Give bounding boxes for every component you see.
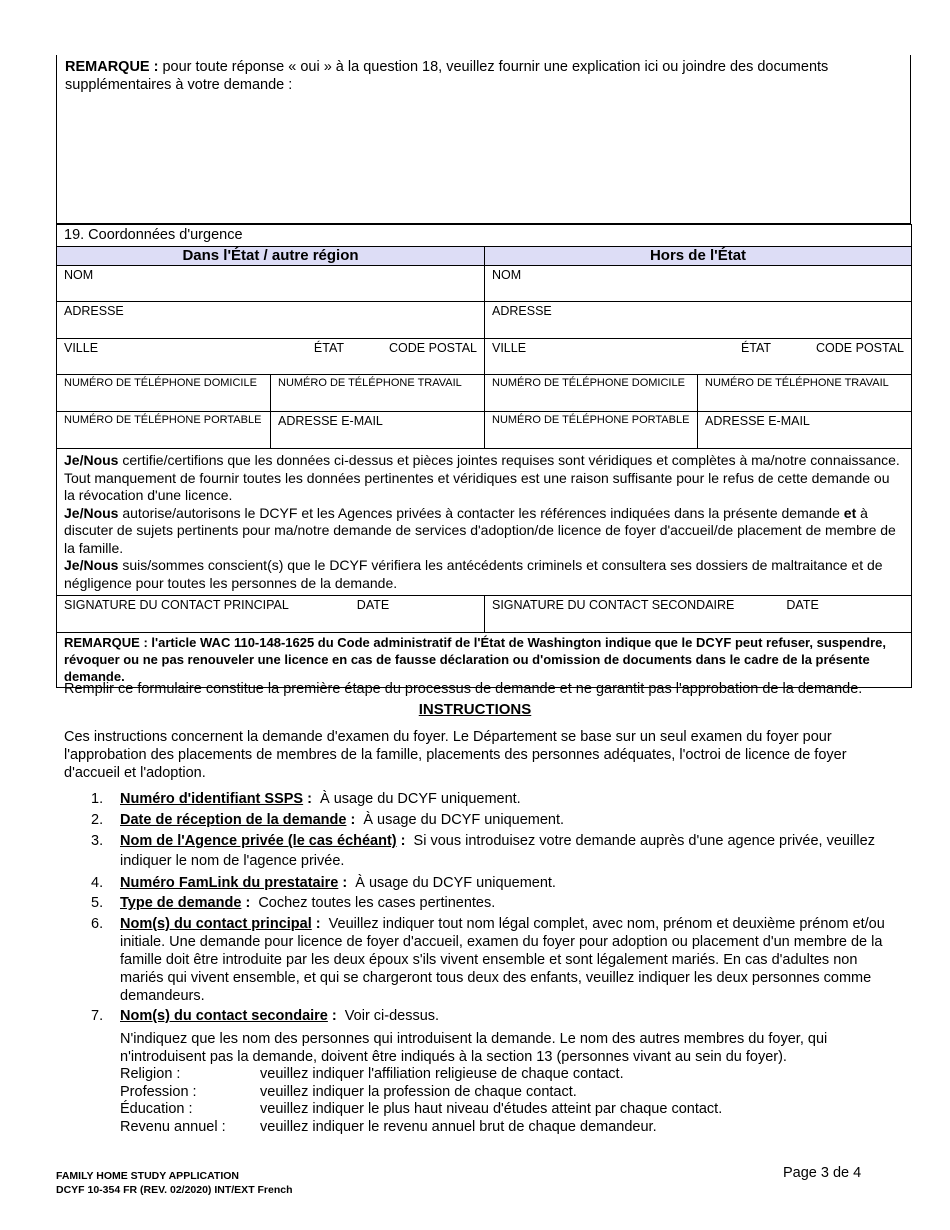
item-colon: : — [331, 1008, 337, 1024]
instructions-intro: Ces instructions concernent la demande d'examen du foyer. Le Département se base sur un seul examen du foyer pour l'approbation des placements de membres de la famille, placements des personnes adéquates, l'octroi de licence de foyer d'accueil et l'adoption. — [64, 729, 847, 781]
item-number: 6. — [91, 915, 104, 932]
item-number: 1. — [91, 791, 104, 807]
secondary-contact-note: N'indiquez que les nom des personnes qui introduisent la demande. Le nom des autres membres du foyer, qui n'introduisent pas la demande, doivent être indiqués à la section 13 (personnes vivant au sein du foyer). — [120, 1031, 828, 1065]
item-colon: : — [342, 874, 348, 891]
item-number: 2. — [91, 811, 104, 828]
state-label: ÉTAT — [313, 341, 345, 355]
cert-p1-subject: Je/Nous — [64, 452, 119, 468]
cert-p2-text-a: autorise/autorisons le DCYF et les Agences privées à contacter les références indiquées dans la présente demande — [118, 504, 844, 521]
definition-row — [120, 1066, 722, 1084]
instruction-item — [64, 915, 904, 1005]
cert-p2-et: et — [843, 504, 857, 521]
form-footer-id — [56, 1169, 293, 1197]
definition-desc: veuillez indiquer l'affiliation religieuse de chaque contact. — [260, 1066, 624, 1082]
item-number: 4. — [91, 874, 104, 891]
out-state-work-phone-field[interactable]: NUMÉRO DE TÉLÉPHONE TRAVAIL — [698, 375, 912, 412]
date-label: DATE — [786, 598, 819, 612]
item-number: 3. — [91, 833, 104, 849]
item-colon: : — [400, 833, 406, 849]
definition-term: Profession : — [120, 1083, 197, 1100]
definition-term: Éducation : — [120, 1101, 193, 1117]
primary-signature-field[interactable] — [57, 596, 485, 633]
address-label: ADRESSE — [492, 304, 552, 318]
out-state-mobile-phone-field[interactable]: NUMÉRO DE TÉLÉPHONE PORTABLE — [485, 412, 698, 449]
remark-text: pour toute réponse « oui » à la question 18, veuillez fournir une explication ici ou joindre des documents supplémentaires à votre demande : — [65, 59, 829, 93]
instruction-item — [64, 874, 904, 892]
cert-p3-subject: Je/Nous — [64, 557, 119, 573]
emergency-contacts-table — [56, 224, 912, 688]
section-19-title: 19. Coordonnées d'urgence — [57, 225, 912, 247]
state-label: ÉTAT — [740, 341, 772, 355]
cert-p1-text: certifie/certifions que les données ci-dessus et pièces jointes requises sont véridiques et complètes à ma/notre connaissance. Tout manquement de fournir toutes les données pertinentes et véridiques est une raison suffisante pour le refus de cette demande ou la révocation d'une licence. — [64, 452, 900, 503]
item-number: 7. — [91, 1008, 104, 1024]
primary-signature-label: SIGNATURE DU CONTACT PRINCIPAL — [64, 598, 289, 612]
secondary-signature-field[interactable] — [485, 596, 912, 633]
item-desc: Si vous introduisez votre demande auprès d'une agence privée, veuillez indiquer le nom de l'agence privée. — [120, 833, 875, 869]
out-state-address-field[interactable] — [485, 302, 912, 339]
secondary-signature-label: SIGNATURE DU CONTACT SECONDAIRE — [492, 598, 735, 612]
instruction-item — [64, 894, 904, 912]
out-state-name-field[interactable] — [485, 266, 912, 302]
item-term: Nom(s) du contact principal — [120, 915, 312, 932]
item-term: Nom de l'Agence privée (le cas échéant) — [120, 833, 397, 849]
item-term: Numéro d'identifiant SSPS — [120, 791, 304, 807]
item-desc: Veuillez indiquer tout nom légal complet, avec nom, prénom et deuxième prénom et/ou initiale. Une demande pour licence de foyer d'accueil, examen du foyer pour adoption ou placement d'un membre de la famille doit être introduite par les deux époux s'ils vivent ensemble et sont légalement mariés. En cas d'adultes non mariés qui vivent ensemble, et qui se chargeront tous deux des enfants, veuillez indiquer les deux personnes comme demandeurs. — [120, 915, 885, 1004]
instruction-item — [64, 831, 904, 871]
city-label: VILLE — [64, 341, 99, 355]
item-colon: : — [307, 791, 312, 807]
zip-label: CODE POSTAL — [816, 341, 905, 355]
remark-explanation-box[interactable] — [56, 55, 911, 224]
certification-statement — [57, 449, 912, 596]
item-desc: Cochez toutes les cases pertinentes. — [258, 895, 496, 911]
item-colon: : — [245, 895, 251, 911]
city-label: VILLE — [492, 341, 527, 355]
in-state-mobile-phone-field[interactable]: NUMÉRO DE TÉLÉPHONE PORTABLE — [57, 412, 271, 449]
definition-term: Revenu annuel : — [120, 1118, 226, 1135]
definition-term: Religion : — [120, 1066, 181, 1082]
definition-desc: veuillez indiquer le plus haut niveau d'études atteint par chaque contact. — [260, 1101, 723, 1117]
date-label: DATE — [356, 598, 390, 612]
item-number: 5. — [91, 895, 104, 911]
name-label: NOM — [492, 268, 522, 282]
address-label: ADRESSE — [64, 304, 124, 318]
out-state-email-field[interactable]: ADRESSE E-MAIL — [698, 412, 912, 449]
item-term: Nom(s) du contact secondaire — [120, 1008, 328, 1024]
in-state-home-phone-field[interactable]: NUMÉRO DE TÉLÉPHONE DOMICILE — [57, 375, 271, 412]
disclaimer-text: Remplir ce formulaire constitue la première étape du processus de demande et ne garantit pas l'approbation de la demande. — [64, 681, 863, 697]
instruction-item — [64, 1007, 904, 1025]
definition-row — [120, 1119, 722, 1137]
definition-row — [120, 1084, 722, 1102]
instruction-item — [64, 811, 904, 829]
item-term: Type de demande — [120, 895, 242, 911]
out-state-home-phone-field[interactable]: NUMÉRO DE TÉLÉPHONE DOMICILE — [485, 375, 698, 412]
in-state-city-field[interactable] — [57, 339, 485, 375]
out-of-state-header: Hors de l'État — [485, 247, 912, 266]
form-number: DCYF 10-354 FR (REV. 02/2020) INT/EXT French — [56, 1184, 293, 1196]
instructions-list — [64, 790, 904, 1028]
in-state-work-phone-field[interactable]: NUMÉRO DE TÉLÉPHONE TRAVAIL — [271, 375, 485, 412]
in-state-email-field[interactable]: ADRESSE E-MAIL — [271, 412, 485, 449]
definition-desc: veuillez indiquer le revenu annuel brut de chaque demandeur. — [260, 1118, 657, 1135]
item-desc: À usage du DCYF uniquement. — [320, 791, 521, 807]
name-label: NOM — [64, 268, 94, 282]
item-desc: À usage du DCYF uniquement. — [355, 874, 556, 891]
item-desc: Voir ci-dessus. — [344, 1008, 440, 1024]
item-term: Numéro FamLink du prestataire — [120, 874, 339, 891]
item-desc: À usage du DCYF uniquement. — [363, 811, 565, 828]
in-state-name-field[interactable] — [57, 266, 485, 302]
zip-label: CODE POSTAL — [389, 341, 477, 355]
definitions-list — [120, 1066, 722, 1136]
form-title: FAMILY HOME STUDY APPLICATION — [56, 1170, 239, 1182]
cert-p3-text: suis/sommes conscient(s) que le DCYF vérifiera les antécédents criminels et consultera ses dossiers de maltraitance et de négligence pour toutes les personnes de la demande. — [64, 557, 883, 591]
cert-p2-subject: Je/Nous — [64, 504, 119, 521]
cert-p2-text-b: à discuter de sujets pertinents pour ma/notre demande de services d'adoption/de licence de foyer d'accueil/de placement de membre de la famille. — [64, 504, 896, 556]
remark-label: REMARQUE : — [65, 59, 159, 75]
item-colon: : — [350, 811, 356, 828]
in-state-header: Dans l'État / autre région — [57, 247, 485, 266]
item-colon: : — [315, 915, 321, 932]
definition-desc: veuillez indiquer la profession de chaque contact. — [260, 1083, 577, 1100]
in-state-address-field[interactable] — [57, 302, 485, 339]
wac-remark: REMARQUE : l'article WAC 110-148-1625 du Code administratif de l'État de Washington indique que le DCYF peut refuser, suspendre, révoquer ou ne pas renouveler une licence en cas de fausse déclaration ou d'omission de documents dans le cadre de la présente demande. — [57, 633, 912, 688]
out-state-city-field[interactable] — [485, 339, 912, 375]
instruction-item — [64, 790, 904, 808]
definition-row — [120, 1101, 722, 1119]
page-number: Page 3 de 4 — [783, 1165, 862, 1181]
instructions-title: INSTRUCTIONS — [418, 701, 532, 718]
item-term: Date de réception de la demande — [120, 811, 347, 828]
